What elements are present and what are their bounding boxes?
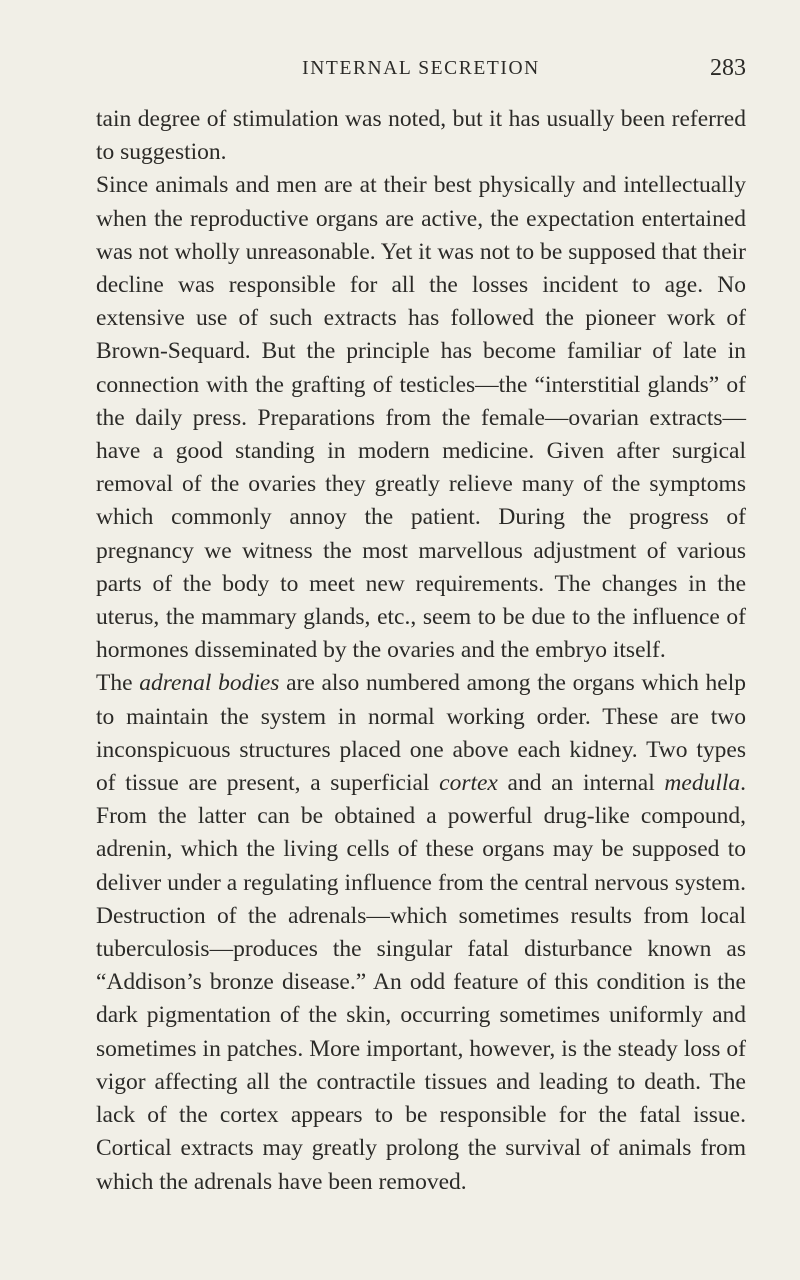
paragraph-adrenal-bodies <box>96 667 746 1198</box>
adrenal-text-middle-2: and an internal <box>497 770 665 797</box>
paragraph-reproductive-extracts: Since animals and men are at their best physically and intellectually when the reproductive organs are active, the expectation entertained was not wholly unreasonable. Yet it was not to be supposed that their decline was responsible for all the losses incident to age. No extensive use of such extracts has followed the pioneer work of Brown-Sequard. But the principle has become familiar of late in connection with the grafting of testicles—the “interstitial glands” of the daily press. Preparations from the female—ovarian extracts—have a good standing in modern medicine. Given after surgical removal of the ovaries they greatly relieve many of the symptoms which commonly annoy the patient. During the progress of pregnancy we witness the most marvellous adjustment of various parts of the body to meet new requirements. The changes in the uterus, the mammary glands, etc., seem to be due to the influence of hormones disseminated by the ovaries and the embryo itself. <box>96 172 746 664</box>
page-number: 283 <box>710 55 746 81</box>
adrenal-text-middle-1: are also numbered among the organs which help to maintain the system in normal working order. These are two inconspicuous structures placed one above each kidney. Two types of tissue are present, a superficial <box>96 670 746 797</box>
adrenal-text-start: The <box>96 670 140 697</box>
running-head: INTERNAL SECRETION <box>302 58 540 79</box>
body-text <box>96 103 746 1199</box>
paragraph-continuation: tain degree of stimulation was noted, but it has usually been referred to suggestion. <box>96 106 746 166</box>
term-cortex: cortex <box>439 770 498 797</box>
term-medulla: medulla <box>664 770 741 797</box>
term-adrenal-bodies: adrenal bodies <box>139 670 280 697</box>
adrenal-text-end: . From the latter can be obtained a powerful drug-like compound, adrenin, which the living cells of these organs may be supposed to deliver under a regulating influence from the central nervous system. Destruction of the adrenals—which sometimes results from local tuberculosis—produces the singular fatal disturbance known as “Addison’s bronze disease.” An odd feature of this condition is the dark pigmentation of the skin, occurring sometimes uniformly and sometimes in patches. More important, however, is the steady loss of vigor affecting all the contractile tissues and leading to death. The lack of the cortex appears to be responsible for the fatal issue. Cortical extracts may greatly prolong the survival of animals from which the adrenals have been removed. <box>96 770 747 1195</box>
page-header <box>96 55 746 86</box>
